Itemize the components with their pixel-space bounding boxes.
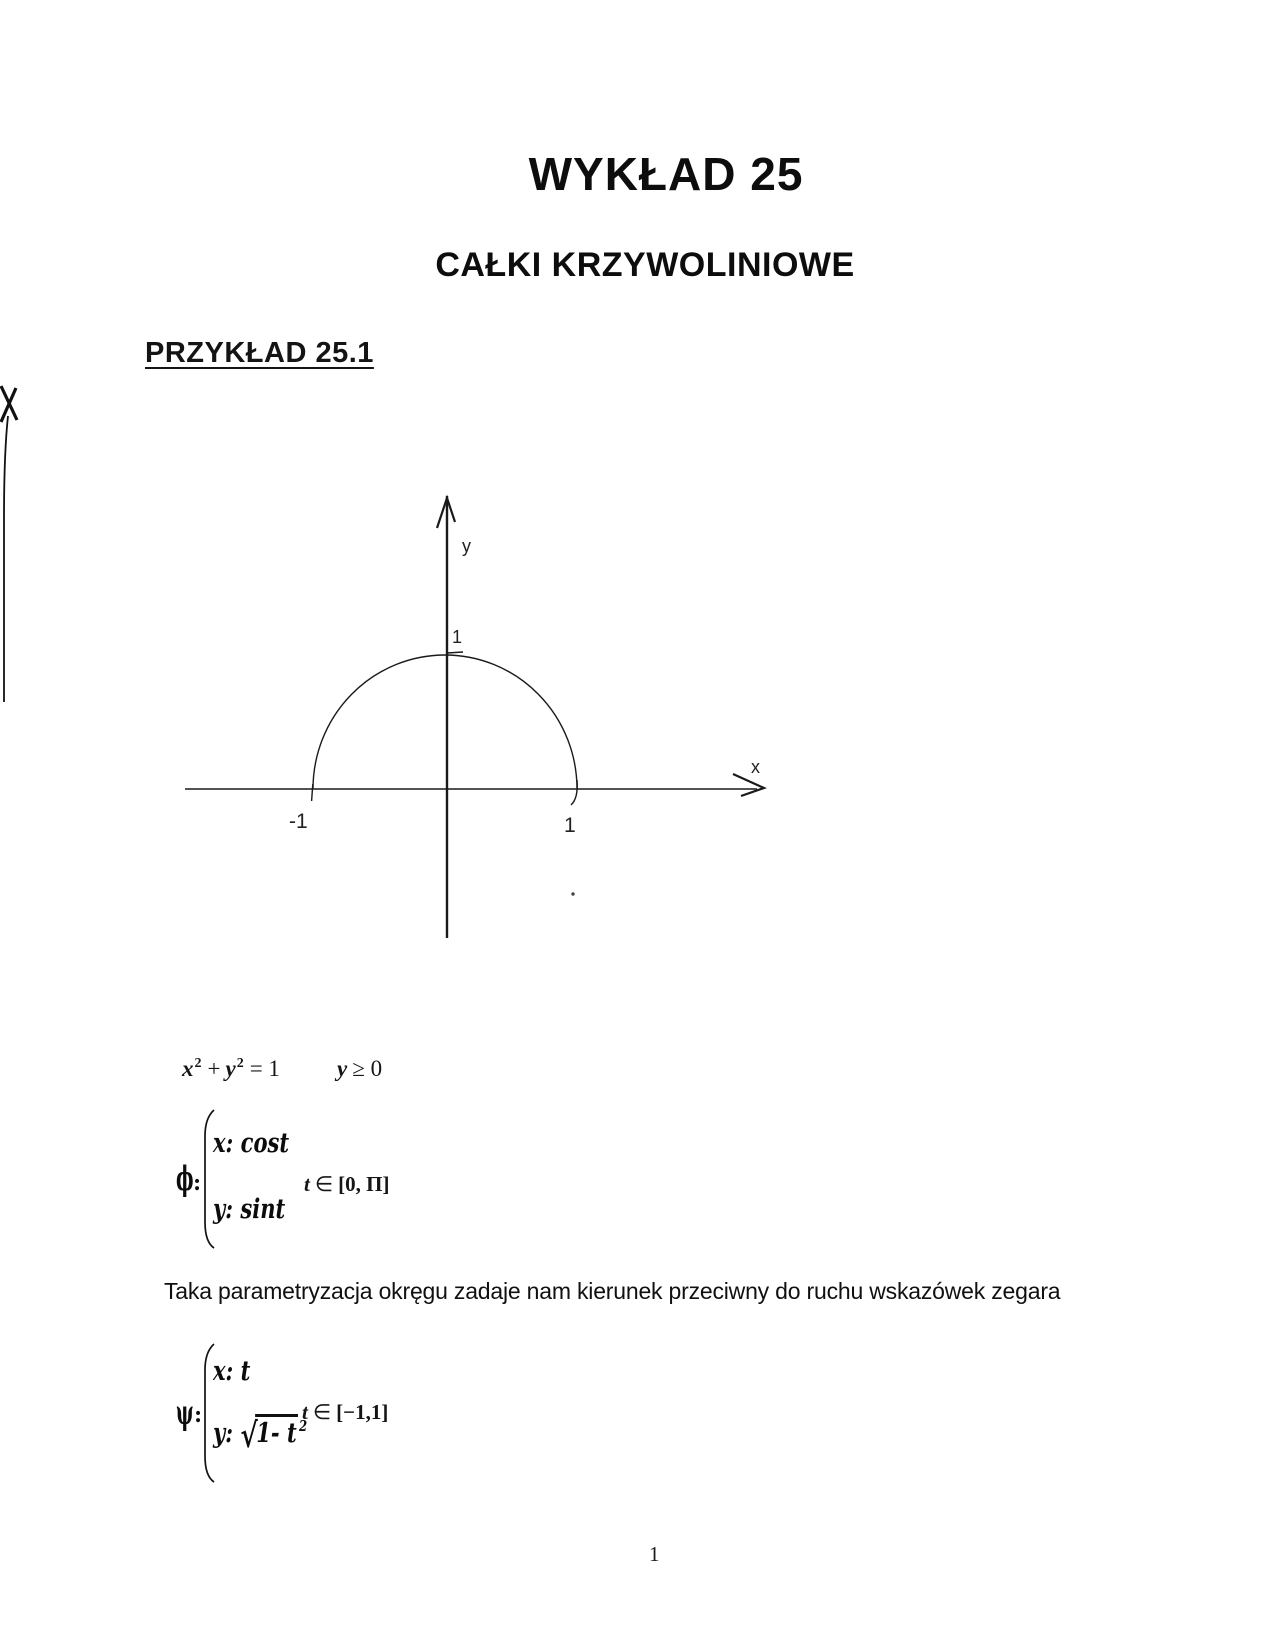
page-number: 1 [649, 1542, 660, 1566]
psi-domain-in: ∈ [312, 1400, 332, 1424]
eq-var-x: x [182, 1056, 194, 1081]
y-axis-label: y [462, 536, 471, 556]
eq-var-y: y [225, 1056, 236, 1081]
orientation-note: Taka parametryzacja okręgu zadaje nam kierunek przeciwny do ruchu wskazówek zegara [164, 1278, 1061, 1304]
x-tick-left-label: -1 [289, 810, 308, 833]
y-tick-mark [447, 652, 463, 653]
eq-equals-one: = 1 [249, 1056, 280, 1081]
page-subtitle: CAŁKI KRZYWOLINIOWE [435, 246, 855, 284]
semicircle-curve [313, 655, 577, 789]
phi-y-line: y: sint [213, 1194, 286, 1225]
psi-y-prefix: y: [213, 1418, 241, 1449]
psi-x-line: x: t [213, 1356, 251, 1387]
parametrization-phi [176, 1106, 606, 1266]
parametrization-psi [176, 1340, 606, 1500]
psi-domain [302, 1400, 388, 1425]
psi-y-line [213, 1416, 307, 1456]
x-tick-right-label: 1 [564, 814, 576, 837]
phi-domain-open: [0, [338, 1172, 361, 1196]
y-tick-label: 1 [452, 627, 463, 647]
psi-symbol: ψ [176, 1394, 194, 1433]
page-title: WYKŁAD 25 [528, 148, 804, 200]
phi-colon: : [193, 1170, 202, 1196]
phi-domain-t: t [304, 1172, 310, 1196]
cond-var-y: y [337, 1056, 348, 1081]
x-axis-label: x [751, 757, 760, 777]
psi-radicand-exp: 2 [299, 1417, 308, 1435]
psi-domain-interval: [−1,1] [336, 1400, 389, 1424]
equation-circle [182, 1056, 285, 1082]
left-endpoint-tick [312, 784, 313, 801]
x-axis-arrowhead-icon [733, 774, 764, 796]
phi-x-line: x: cost [213, 1128, 290, 1159]
eq-exp-y: 2 [236, 1056, 244, 1071]
eq-plus: + [207, 1056, 221, 1081]
phi-symbol: ϕ [176, 1160, 194, 1199]
semicircle-figure [0, 470, 800, 950]
phi-domain [304, 1172, 389, 1197]
phi-domain-in: ∈ [314, 1172, 334, 1196]
stray-dot [571, 892, 574, 895]
equation-condition [337, 1056, 387, 1082]
example-heading: PRZYKŁAD 25.1 [145, 337, 374, 369]
sqrt-icon: √ [240, 1416, 258, 1456]
phi-domain-close: ] [382, 1172, 390, 1196]
eq-exp-x: 2 [194, 1056, 202, 1071]
phi-domain-pi: Π [366, 1172, 383, 1196]
cond-geq-zero: ≥ 0 [352, 1056, 383, 1081]
psi-radicand: 1- t [255, 1414, 298, 1449]
psi-domain-t: t [302, 1400, 308, 1424]
psi-colon: : [194, 1402, 203, 1428]
